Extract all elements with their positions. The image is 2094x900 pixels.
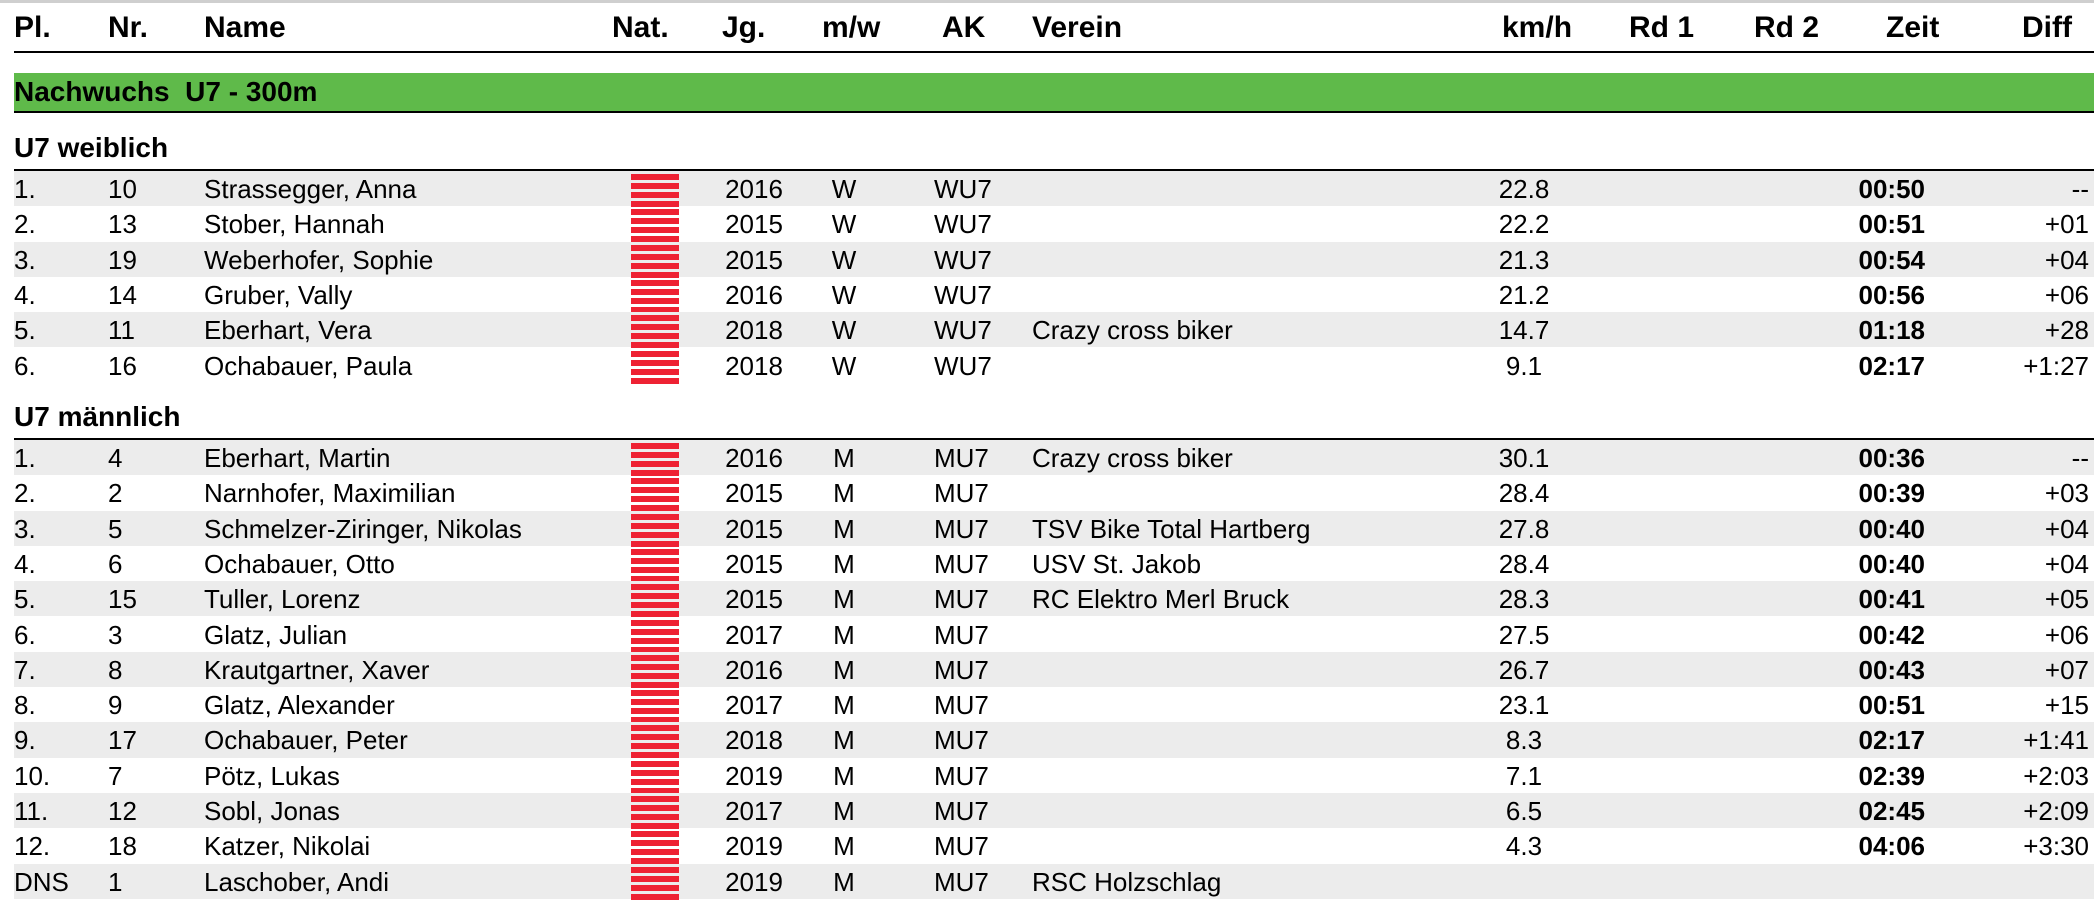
nationality-flag-icon xyxy=(631,652,679,687)
col-header-nr: Nr. xyxy=(108,11,149,44)
col-header-kmh: km/h xyxy=(1502,11,1573,44)
cell-kmh: 21.3 xyxy=(1498,244,1550,275)
cell-diff: +06 xyxy=(2044,279,2089,310)
cell-nr: 8 xyxy=(108,654,123,685)
nationality-flag-icon xyxy=(631,793,679,828)
cell-verein: TSV Bike Total Hartberg xyxy=(1032,513,1311,544)
col-header-rd1: Rd 1 xyxy=(1629,11,1695,44)
cell-ak: MU7 xyxy=(934,584,989,615)
cell-pl: 6. xyxy=(14,350,36,381)
cell-pl: 8. xyxy=(14,690,36,721)
cell-pl: DNS xyxy=(14,866,69,897)
cell-mw: M xyxy=(833,831,855,862)
cell-name: Sobl, Jonas xyxy=(204,796,340,826)
nationality-flag-icon xyxy=(631,687,679,722)
cell-kmh: 4.3 xyxy=(1505,831,1543,862)
cell-diff: +07 xyxy=(2044,654,2089,685)
cell-kmh: 14.7 xyxy=(1498,315,1550,346)
cell-nr: 18 xyxy=(108,831,137,862)
table-row xyxy=(14,652,2094,687)
cell-mw: M xyxy=(833,866,855,897)
nationality-flag-icon xyxy=(631,722,679,757)
cell-nr: 19 xyxy=(108,244,137,275)
cell-diff: +15 xyxy=(2044,690,2089,721)
cell-ak: WU7 xyxy=(934,315,992,346)
cell-ak: WU7 xyxy=(934,174,992,204)
cell-nr: 5 xyxy=(108,513,123,544)
cell-pl: 7. xyxy=(14,654,36,685)
cell-mw: W xyxy=(831,315,857,346)
group-title: U7 weiblich xyxy=(14,132,169,163)
cell-ak: MU7 xyxy=(934,866,989,897)
cell-pl: 3. xyxy=(14,513,36,544)
cell-kmh: 28.4 xyxy=(1498,478,1550,509)
cell-name: Ochabauer, Peter xyxy=(204,725,408,756)
cell-ak: MU7 xyxy=(934,760,989,791)
cell-nr: 9 xyxy=(108,690,123,721)
cell-pl: 12. xyxy=(14,831,51,862)
cell-mw: M xyxy=(833,513,855,544)
cell-zeit: 00:40 xyxy=(1858,513,1925,544)
cell-mw: W xyxy=(831,209,857,240)
cell-ak: MU7 xyxy=(934,725,989,756)
nationality-flag-icon xyxy=(631,312,679,347)
cell-name: Eberhart, Martin xyxy=(204,443,391,473)
cell-jg: 2016 xyxy=(725,654,783,685)
nationality-flag-icon xyxy=(631,206,679,241)
nationality-flag-icon xyxy=(631,277,679,312)
col-header-mw: m/w xyxy=(822,11,881,44)
table-row xyxy=(14,617,2094,652)
section-title: Nachwuchs U7 - 300m xyxy=(14,76,318,107)
cell-diff: +01 xyxy=(2044,209,2089,240)
cell-jg: 2016 xyxy=(725,443,783,473)
nationality-flag-icon xyxy=(631,511,679,546)
cell-jg: 2019 xyxy=(725,831,783,862)
nationality-flag-icon xyxy=(631,348,679,383)
cell-diff: +1:41 xyxy=(2023,725,2089,756)
cell-ak: MU7 xyxy=(934,619,989,650)
nationality-flag-icon xyxy=(631,546,679,581)
top-border xyxy=(0,0,2094,3)
cell-kmh: 26.7 xyxy=(1498,654,1550,685)
cell-nr: 1 xyxy=(108,866,123,897)
cell-diff: +06 xyxy=(2044,619,2089,650)
cell-name: Krautgartner, Xaver xyxy=(204,654,430,685)
cell-mw: M xyxy=(833,654,855,685)
col-header-verein: Verein xyxy=(1032,11,1123,44)
cell-jg: 2018 xyxy=(725,315,783,346)
cell-zeit: 00:43 xyxy=(1858,654,1925,685)
col-header-nat: Nat. xyxy=(612,11,669,44)
cell-ak: MU7 xyxy=(934,831,989,862)
cell-jg: 2015 xyxy=(725,584,783,615)
cell-jg: 2015 xyxy=(725,548,783,579)
cell-mw: M xyxy=(833,584,855,615)
table-row xyxy=(14,581,2094,616)
cell-nr: 12 xyxy=(108,796,137,826)
table-row xyxy=(14,312,2094,347)
cell-name: Stober, Hannah xyxy=(204,209,385,240)
cell-ak: WU7 xyxy=(934,209,992,240)
table-row xyxy=(14,864,2094,899)
cell-kmh: 22.2 xyxy=(1498,209,1550,240)
table-row xyxy=(14,722,2094,757)
cell-name: Glatz, Alexander xyxy=(204,690,395,721)
cell-zeit: 00:36 xyxy=(1858,443,1925,473)
cell-jg: 2017 xyxy=(725,619,783,650)
cell-zeit: 00:54 xyxy=(1858,244,1925,275)
table-row xyxy=(14,546,2094,581)
nationality-flag-icon xyxy=(631,242,679,277)
cell-kmh: 27.8 xyxy=(1498,513,1550,544)
cell-verein: RC Elektro Merl Bruck xyxy=(1032,584,1290,615)
nationality-flag-icon xyxy=(631,617,679,652)
nationality-flag-icon xyxy=(631,828,679,863)
table-row xyxy=(14,758,2094,793)
cell-nr: 4 xyxy=(108,443,123,473)
cell-name: Weberhofer, Sophie xyxy=(204,244,434,275)
cell-kmh: 7.1 xyxy=(1505,760,1543,791)
cell-verein: Crazy cross biker xyxy=(1032,315,1233,346)
cell-kmh: 21.2 xyxy=(1498,279,1550,310)
cell-zeit: 00:50 xyxy=(1858,174,1925,204)
cell-jg: 2019 xyxy=(725,760,783,791)
cell-pl: 9. xyxy=(14,725,36,756)
cell-jg: 2018 xyxy=(725,350,783,381)
cell-zeit: 02:45 xyxy=(1858,796,1925,826)
table-row xyxy=(14,687,2094,722)
cell-zeit: 00:51 xyxy=(1858,209,1925,240)
table-row xyxy=(14,348,2094,383)
cell-verein: Crazy cross biker xyxy=(1032,443,1233,473)
cell-zeit: 01:18 xyxy=(1858,315,1925,346)
column-header-row xyxy=(0,4,2094,50)
cell-zeit: 00:41 xyxy=(1858,584,1925,615)
cell-ak: WU7 xyxy=(934,350,992,381)
cell-name: Tuller, Lorenz xyxy=(204,584,361,615)
cell-name: Ochabauer, Otto xyxy=(204,548,395,579)
cell-mw: M xyxy=(833,619,855,650)
cell-kmh: 27.5 xyxy=(1498,619,1550,650)
cell-jg: 2018 xyxy=(725,725,783,756)
group-header xyxy=(0,396,2094,440)
cell-ak: MU7 xyxy=(934,690,989,721)
table-row xyxy=(14,511,2094,546)
group-title: U7 männlich xyxy=(14,401,181,432)
nationality-flag-icon xyxy=(631,581,679,616)
cell-nr: 14 xyxy=(108,279,137,310)
cell-nr: 2 xyxy=(108,478,123,509)
cell-mw: M xyxy=(833,796,855,826)
cell-nr: 6 xyxy=(108,548,123,579)
cell-zeit: 00:42 xyxy=(1858,619,1925,650)
cell-diff: +2:09 xyxy=(2023,796,2089,826)
col-header-rd2: Rd 2 xyxy=(1754,11,1820,44)
cell-jg: 2015 xyxy=(725,513,783,544)
cell-nr: 15 xyxy=(108,584,137,615)
nationality-flag-icon xyxy=(631,440,679,475)
cell-name: Laschober, Andi xyxy=(204,866,390,897)
table-row xyxy=(14,242,2094,277)
nationality-flag-icon xyxy=(631,758,679,793)
nationality-flag-icon xyxy=(631,864,679,899)
col-header-zeit: Zeit xyxy=(1886,11,1940,44)
cell-mw: W xyxy=(831,279,857,310)
cell-ak: WU7 xyxy=(934,244,992,275)
cell-diff: +05 xyxy=(2044,584,2089,615)
cell-jg: 2017 xyxy=(725,690,783,721)
cell-kmh: 9.1 xyxy=(1505,350,1543,381)
col-header-name: Name xyxy=(204,11,286,44)
cell-nr: 13 xyxy=(108,209,137,240)
cell-pl: 4. xyxy=(14,548,36,579)
cell-pl: 5. xyxy=(14,315,36,346)
cell-jg: 2015 xyxy=(725,244,783,275)
cell-zeit: 00:51 xyxy=(1858,690,1925,721)
cell-nr: 7 xyxy=(108,760,123,791)
cell-name: Narnhofer, Maximilian xyxy=(204,478,456,509)
cell-pl: 2. xyxy=(14,209,36,240)
nationality-flag-icon xyxy=(631,475,679,510)
cell-ak: MU7 xyxy=(934,548,989,579)
cell-pl: 1. xyxy=(14,443,36,473)
cell-kmh: 23.1 xyxy=(1498,690,1550,721)
cell-jg: 2019 xyxy=(725,866,783,897)
cell-mw: M xyxy=(833,690,855,721)
cell-diff: +03 xyxy=(2044,478,2089,509)
col-header-ak: AK xyxy=(942,11,986,44)
cell-ak: WU7 xyxy=(934,279,992,310)
cell-nr: 10 xyxy=(108,174,137,204)
cell-name: Katzer, Nikolai xyxy=(204,831,371,862)
cell-mw: M xyxy=(833,443,855,473)
cell-mw: M xyxy=(833,478,855,509)
cell-jg: 2017 xyxy=(725,796,783,826)
cell-zeit: 00:56 xyxy=(1858,279,1925,310)
cell-jg: 2016 xyxy=(725,279,783,310)
cell-zeit: 02:17 xyxy=(1858,350,1925,381)
cell-diff: +28 xyxy=(2044,315,2089,346)
col-header-diff: Diff xyxy=(2022,11,2072,44)
col-header-pl: Pl. xyxy=(14,11,51,44)
section-divider xyxy=(14,111,2094,113)
cell-name: Gruber, Vally xyxy=(204,279,353,310)
cell-ak: MU7 xyxy=(934,654,989,685)
cell-pl: 2. xyxy=(14,478,36,509)
cell-pl: 10. xyxy=(14,760,51,791)
cell-kmh: 28.4 xyxy=(1498,548,1550,579)
cell-diff: +04 xyxy=(2044,244,2089,275)
cell-diff: -- xyxy=(2071,174,2089,204)
cell-mw: W xyxy=(831,174,857,204)
cell-kmh: 30.1 xyxy=(1498,443,1550,473)
cell-diff: +1:27 xyxy=(2023,350,2089,381)
cell-zeit: 02:39 xyxy=(1858,760,1925,791)
cell-diff: -- xyxy=(2071,443,2089,473)
cell-nr: 3 xyxy=(108,619,123,650)
cell-zeit: 00:39 xyxy=(1858,478,1925,509)
cell-jg: 2016 xyxy=(725,174,783,204)
cell-jg: 2015 xyxy=(725,478,783,509)
cell-ak: MU7 xyxy=(934,443,989,473)
cell-pl: 6. xyxy=(14,619,36,650)
cell-kmh: 22.8 xyxy=(1498,174,1550,204)
col-header-jg: Jg. xyxy=(722,11,766,44)
group-header xyxy=(0,127,2094,171)
table-row xyxy=(14,171,2094,206)
cell-zeit: 04:06 xyxy=(1858,831,1925,862)
table-row xyxy=(14,475,2094,510)
cell-nr: 17 xyxy=(108,725,137,756)
cell-name: Ochabauer, Paula xyxy=(204,350,413,381)
cell-pl: 3. xyxy=(14,244,36,275)
cell-nr: 11 xyxy=(108,315,135,346)
table-row xyxy=(14,440,2094,475)
section-banner xyxy=(14,73,2094,111)
table-row xyxy=(14,828,2094,863)
cell-pl: 4. xyxy=(14,279,36,310)
cell-zeit: 02:17 xyxy=(1858,725,1925,756)
table-row xyxy=(14,206,2094,241)
cell-name: Glatz, Julian xyxy=(204,619,348,650)
cell-name: Schmelzer-Ziringer, Nikolas xyxy=(204,513,522,544)
cell-kmh: 8.3 xyxy=(1505,725,1543,756)
cell-pl: 11. xyxy=(14,796,49,826)
table-row xyxy=(14,277,2094,312)
cell-mw: M xyxy=(833,725,855,756)
cell-ak: MU7 xyxy=(934,513,989,544)
cell-kmh: 28.3 xyxy=(1498,584,1550,615)
cell-name: Eberhart, Vera xyxy=(204,315,372,346)
cell-mw: W xyxy=(831,350,857,381)
cell-ak: MU7 xyxy=(934,478,989,509)
cell-diff: +3:30 xyxy=(2023,831,2089,862)
cell-ak: MU7 xyxy=(934,796,989,826)
cell-zeit: 00:40 xyxy=(1858,548,1925,579)
cell-mw: M xyxy=(833,760,855,791)
cell-nr: 16 xyxy=(108,350,137,381)
cell-diff: +04 xyxy=(2044,548,2089,579)
cell-verein: USV St. Jakob xyxy=(1032,548,1202,579)
cell-diff: +2:03 xyxy=(2023,760,2089,791)
cell-diff: +04 xyxy=(2044,513,2089,544)
cell-name: Strassegger, Anna xyxy=(204,174,417,204)
cell-pl: 1. xyxy=(14,174,36,204)
table-row xyxy=(14,793,2094,828)
cell-name: Pötz, Lukas xyxy=(204,760,340,791)
cell-verein: RSC Holzschlag xyxy=(1032,866,1222,897)
cell-pl: 5. xyxy=(14,584,36,615)
cell-jg: 2015 xyxy=(725,209,783,240)
cell-kmh: 6.5 xyxy=(1505,796,1543,826)
cell-mw: W xyxy=(831,244,857,275)
nationality-flag-icon xyxy=(631,171,679,206)
header-divider xyxy=(14,51,2094,53)
cell-mw: M xyxy=(833,548,855,579)
